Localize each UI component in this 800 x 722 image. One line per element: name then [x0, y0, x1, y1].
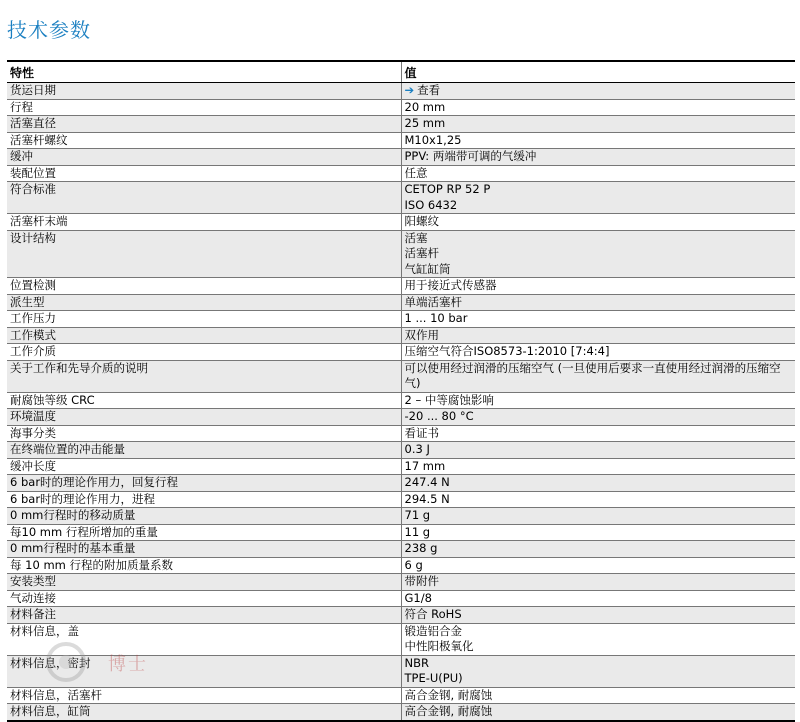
feature-cell: 工作介质	[7, 344, 401, 361]
feature-cell: 设计结构	[7, 230, 401, 278]
value-line: M10x1,25	[404, 132, 462, 147]
value-line: 0.3 J	[404, 442, 430, 456]
feature-cell: 海事分类	[7, 425, 401, 442]
value-line: 带附件	[404, 574, 439, 588]
value-line: PPV: 两端带可调的气缓冲	[404, 149, 537, 163]
table-row	[7, 327, 795, 344]
feature-cell: 符合标准	[7, 182, 401, 214]
value-line: 气缸缸筒	[404, 261, 451, 276]
value-line: 活塞杆	[404, 246, 439, 260]
value-line: 任意	[404, 165, 428, 180]
value-line: 符合 RoHS	[404, 607, 462, 621]
value-cell	[401, 524, 795, 541]
value-cell	[401, 475, 795, 492]
table-row	[7, 541, 795, 558]
value-line: 中性阳极氧化	[404, 639, 474, 653]
value-cell	[401, 230, 795, 278]
table-row	[7, 392, 795, 409]
value-line: 高合金钢, 耐腐蚀	[404, 704, 493, 718]
feature-cell: 每10 mm 行程所增加的重量	[7, 524, 401, 541]
watermark-text: 博士	[108, 654, 148, 675]
value-line: 活塞	[404, 230, 428, 245]
table-row	[7, 607, 795, 624]
value-line: 25 mm	[404, 116, 446, 130]
table-row	[7, 99, 795, 116]
value-cell	[401, 491, 795, 508]
feature-cell: 工作压力	[7, 311, 401, 328]
feature-cell: 活塞杆螺纹	[7, 132, 401, 149]
value-cell	[401, 214, 795, 231]
feature-cell: 耐腐蚀等级 CRC	[7, 392, 401, 409]
table-row	[7, 149, 795, 166]
value-cell	[401, 687, 795, 704]
value-line: 看证书	[404, 425, 439, 440]
value-line: 6 g	[404, 557, 423, 572]
spec-table	[7, 60, 795, 722]
value-line: 294.5 N	[404, 491, 450, 506]
value-line: ISO 6432	[404, 197, 458, 212]
table-row	[7, 524, 795, 541]
feature-cell: 关于工作和先导介质的说明	[7, 360, 401, 392]
table-row	[7, 508, 795, 525]
value-cell	[401, 508, 795, 525]
table-row	[7, 182, 795, 214]
feature-cell: 环境温度	[7, 409, 401, 426]
value-line: 高合金钢, 耐腐蚀	[404, 687, 493, 702]
value-cell	[401, 116, 795, 133]
feature-cell: 缓冲	[7, 149, 401, 166]
table-row	[7, 116, 795, 133]
value-cell	[401, 294, 795, 311]
value-line: 双作用	[404, 327, 439, 342]
feature-cell: 行程	[7, 99, 401, 116]
value-line: 11 g	[404, 524, 431, 539]
feature-cell: 材料信息，盖	[7, 623, 401, 655]
value-line: 238 g	[404, 541, 438, 555]
value-line: 17 mm	[404, 458, 446, 473]
table-row	[7, 574, 795, 591]
value-line: CETOP RP 52 P	[404, 182, 491, 196]
page-title: 技术参数	[7, 18, 91, 42]
value-line: 阳螺纹	[404, 214, 439, 228]
value-cell	[401, 655, 795, 687]
value-cell	[401, 409, 795, 426]
table-row	[7, 311, 795, 328]
value-cell	[401, 149, 795, 166]
value-line: -20 ... 80 °C	[404, 409, 474, 423]
value-cell	[401, 344, 795, 361]
table-row	[7, 165, 795, 182]
value-cell	[401, 392, 795, 409]
value-line: 可以使用经过润滑的压缩空气 (一旦使用后要求一直使用经过润滑的压缩空气)	[404, 360, 781, 390]
feature-cell: 装配位置	[7, 165, 401, 182]
value-line: 2 – 中等腐蚀影响	[404, 392, 494, 407]
table-row	[7, 83, 795, 100]
table-row	[7, 344, 795, 361]
value-cell	[401, 590, 795, 607]
feature-cell: 安装类型	[7, 574, 401, 591]
table-row	[7, 623, 795, 655]
value-cell	[401, 557, 795, 574]
table-row	[7, 491, 795, 508]
spec-table-body	[7, 83, 795, 721]
table-row	[7, 294, 795, 311]
value-cell	[401, 278, 795, 295]
value-cell[interactable]	[401, 83, 795, 100]
feature-cell: 6 bar时的理论作用力，回复行程	[7, 475, 401, 492]
value-line: TPE-U(PU)	[404, 671, 463, 685]
value-cell	[401, 458, 795, 475]
feature-cell: 材料信息，密封	[7, 655, 401, 687]
table-header-row	[7, 61, 795, 83]
feature-cell: 派生型	[7, 294, 401, 311]
value-line: 单端活塞杆	[404, 294, 462, 309]
value-cell	[401, 541, 795, 558]
value-cell	[401, 99, 795, 116]
feature-cell: 材料备注	[7, 607, 401, 624]
value-cell	[401, 132, 795, 149]
table-row	[7, 655, 795, 687]
value-line: 20 mm	[404, 99, 446, 114]
table-row	[7, 475, 795, 492]
value-cell	[401, 360, 795, 392]
table-row	[7, 360, 795, 392]
value-cell	[401, 623, 795, 655]
value-line: 1 ... 10 bar	[404, 311, 468, 325]
feature-cell: 活塞杆末端	[7, 214, 401, 231]
value-cell	[401, 607, 795, 624]
feature-cell: 材料信息，活塞杆	[7, 687, 401, 704]
table-row	[7, 557, 795, 574]
value-cell	[401, 165, 795, 182]
table-row	[7, 214, 795, 231]
feature-cell: 材料信息，缸筒	[7, 704, 401, 721]
value-cell	[401, 425, 795, 442]
value-line: 71 g	[404, 508, 431, 522]
feature-cell: 0 mm行程时的基本重量	[7, 541, 401, 558]
value-cell	[401, 442, 795, 459]
table-row	[7, 278, 795, 295]
table-row	[7, 458, 795, 475]
value-line: G1/8	[404, 590, 432, 605]
feature-cell: 每 10 mm 行程的附加质量系数	[7, 557, 401, 574]
table-row	[7, 687, 795, 704]
table-row	[7, 425, 795, 442]
view-link[interactable]: 查看	[417, 83, 441, 97]
table-row	[7, 132, 795, 149]
feature-cell: 缓冲长度	[7, 458, 401, 475]
table-row	[7, 409, 795, 426]
value-line: 压缩空气符合ISO8573-1:2010 [7:4:4]	[404, 344, 610, 358]
table-row	[7, 442, 795, 459]
value-cell	[401, 182, 795, 214]
value-cell	[401, 311, 795, 328]
feature-cell: 活塞直径	[7, 116, 401, 133]
value-line: 锻造铝合金	[404, 623, 462, 638]
feature-cell: 气动连接	[7, 590, 401, 607]
feature-cell: 工作模式	[7, 327, 401, 344]
table-row	[7, 230, 795, 278]
arrow-right-icon[interactable]: ➔	[404, 83, 415, 97]
header-value: 值	[401, 61, 795, 83]
value-cell	[401, 327, 795, 344]
feature-cell: 0 mm行程时的移动质量	[7, 508, 401, 525]
feature-cell: 位置检测	[7, 278, 401, 295]
feature-cell: 在终端位置的冲击能量	[7, 442, 401, 459]
value-cell	[401, 574, 795, 591]
feature-cell: 货运日期	[7, 83, 401, 100]
value-line: NBR	[404, 655, 429, 670]
value-line: 用于接近式传感器	[404, 278, 497, 292]
table-row	[7, 590, 795, 607]
value-line: 247.4 N	[404, 475, 450, 489]
feature-cell: 6 bar时的理论作用力，进程	[7, 491, 401, 508]
header-feature: 特性	[7, 61, 401, 83]
